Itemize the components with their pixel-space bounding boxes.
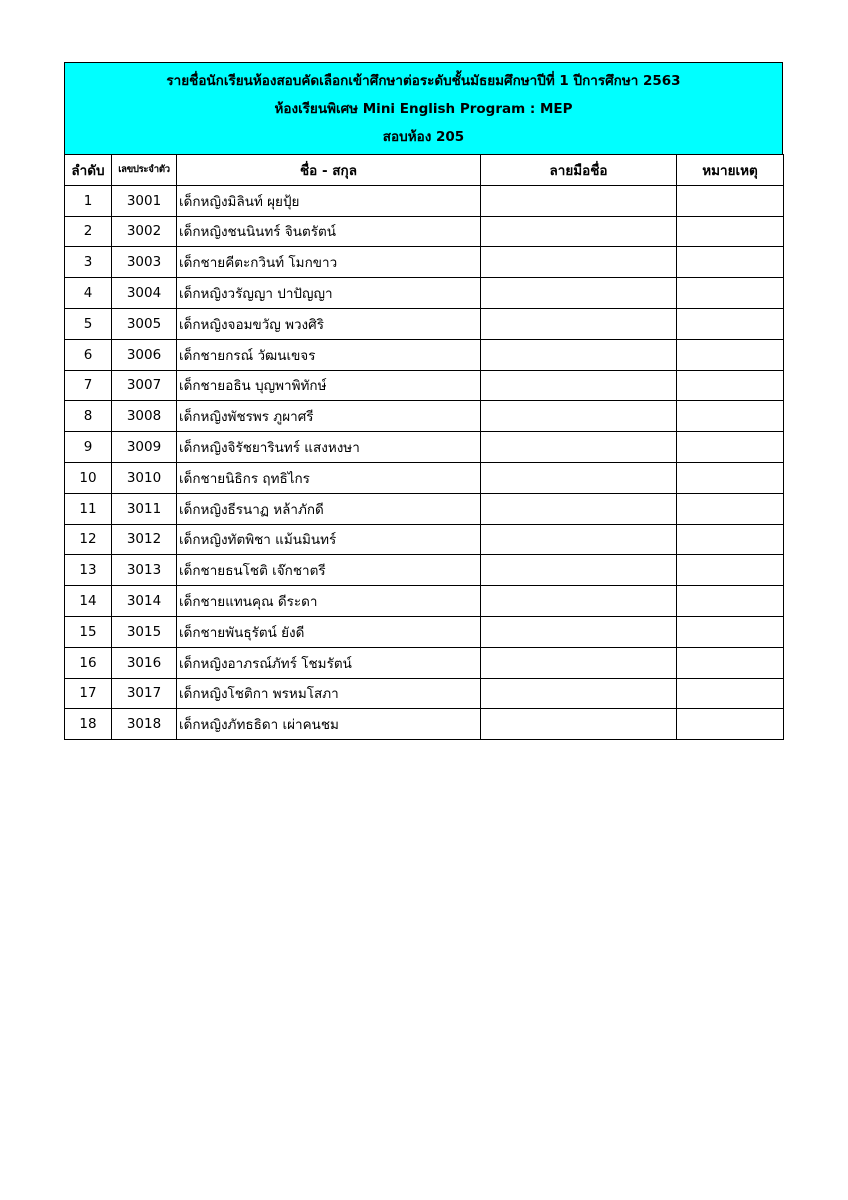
col-header-signature: ลายมือชื่อ <box>481 155 677 186</box>
cell-name: เด็กหญิงทัตพิชา แม้นมินทร์ <box>177 524 481 555</box>
table-row <box>65 555 784 586</box>
col-header-order: ลำดับ <box>65 155 112 186</box>
cell-id: 3012 <box>112 524 177 555</box>
cell-id: 3017 <box>112 678 177 709</box>
cell-remark <box>677 308 784 339</box>
cell-remark <box>677 709 784 740</box>
student-list-sheet <box>64 62 783 740</box>
cell-name: เด็กชายแทนคุณ ดีระดา <box>177 586 481 617</box>
cell-remark <box>677 524 784 555</box>
table-row <box>65 401 784 432</box>
cell-signature <box>481 647 677 678</box>
cell-name: เด็กชายพันธุรัตน์ ยังดี <box>177 616 481 647</box>
header-program: ห้องเรียนพิเศษ Mini English Program : MEP <box>274 101 573 117</box>
cell-name: เด็กชายกรณ์ วัฒนเขจร <box>177 339 481 370</box>
cell-order: 17 <box>65 678 112 709</box>
header-title: รายชื่อนักเรียนห้องสอบคัดเลือกเข้าศึกษาต่อระดับชั้นมัธยมศึกษาปีที่ 1 ปีการศึกษา 2563 <box>166 73 681 89</box>
cell-name: เด็กหญิงมิลินท์ ผุยปุ้ย <box>177 185 481 216</box>
cell-signature <box>481 586 677 617</box>
cell-order: 10 <box>65 462 112 493</box>
cell-id: 3011 <box>112 493 177 524</box>
table-row <box>65 185 784 216</box>
cell-name: เด็กชายธนโชติ เจ๊กชาตรี <box>177 555 481 586</box>
table-row <box>65 370 784 401</box>
cell-signature <box>481 462 677 493</box>
cell-signature <box>481 616 677 647</box>
cell-remark <box>677 401 784 432</box>
cell-id: 3008 <box>112 401 177 432</box>
cell-signature <box>481 278 677 309</box>
cell-order: 2 <box>65 216 112 247</box>
cell-order: 15 <box>65 616 112 647</box>
col-header-name: ชื่อ - สกุล <box>177 155 481 186</box>
cell-name: เด็กหญิงจิรัชยารินทร์ แสงหงษา <box>177 432 481 463</box>
cell-signature <box>481 185 677 216</box>
cell-name: เด็กชายคีตะกวินท์ โมกขาว <box>177 247 481 278</box>
cell-order: 14 <box>65 586 112 617</box>
cell-id: 3006 <box>112 339 177 370</box>
table-row <box>65 709 784 740</box>
cell-remark <box>677 586 784 617</box>
cell-remark <box>677 555 784 586</box>
table-row <box>65 462 784 493</box>
table-row <box>65 586 784 617</box>
cell-order: 7 <box>65 370 112 401</box>
table-header-row <box>65 155 784 186</box>
cell-signature <box>481 432 677 463</box>
table-row <box>65 247 784 278</box>
cell-order: 6 <box>65 339 112 370</box>
cell-name: เด็กหญิงธีรนาฏ หล้าภักดี <box>177 493 481 524</box>
cell-id: 3007 <box>112 370 177 401</box>
cell-name: เด็กชายนิธิกร ฤทธิไกร <box>177 462 481 493</box>
cell-id: 3013 <box>112 555 177 586</box>
cell-remark <box>677 678 784 709</box>
cell-signature <box>481 339 677 370</box>
cell-signature <box>481 555 677 586</box>
cell-order: 4 <box>65 278 112 309</box>
cell-remark <box>677 278 784 309</box>
table-row <box>65 432 784 463</box>
cell-order: 11 <box>65 493 112 524</box>
cell-id: 3002 <box>112 216 177 247</box>
cell-id: 3003 <box>112 247 177 278</box>
cell-signature <box>481 308 677 339</box>
table-row <box>65 493 784 524</box>
cell-id: 3005 <box>112 308 177 339</box>
cell-name: เด็กหญิงโชติกา พรหมโสภา <box>177 678 481 709</box>
table-row <box>65 216 784 247</box>
cell-remark <box>677 339 784 370</box>
cell-id: 3009 <box>112 432 177 463</box>
cell-remark <box>677 647 784 678</box>
header-room: สอบห้อง 205 <box>382 129 465 145</box>
cell-order: 3 <box>65 247 112 278</box>
cell-remark <box>677 370 784 401</box>
col-header-remark: หมายเหตุ <box>677 155 784 186</box>
cell-remark <box>677 185 784 216</box>
table-row <box>65 616 784 647</box>
col-header-id: เลขประจำตัว <box>112 155 177 186</box>
cell-signature <box>481 370 677 401</box>
cell-id: 3004 <box>112 278 177 309</box>
cell-remark <box>677 432 784 463</box>
table-row <box>65 278 784 309</box>
cell-name: เด็กหญิงจอมขวัญ พวงศิริ <box>177 308 481 339</box>
cell-order: 16 <box>65 647 112 678</box>
cell-name: เด็กชายอธิน บุญพาพิทักษ์ <box>177 370 481 401</box>
cell-remark <box>677 247 784 278</box>
cell-remark <box>677 462 784 493</box>
cell-name: เด็กหญิงอาภรณ์ภัทร์ โชมรัตน์ <box>177 647 481 678</box>
cell-order: 18 <box>65 709 112 740</box>
table-row <box>65 524 784 555</box>
table-row <box>65 678 784 709</box>
cell-order: 1 <box>65 185 112 216</box>
cell-order: 8 <box>65 401 112 432</box>
cell-id: 3001 <box>112 185 177 216</box>
table-row <box>65 308 784 339</box>
cell-name: เด็กหญิงชนนินทร์ จินตรัตน์ <box>177 216 481 247</box>
cell-order: 13 <box>65 555 112 586</box>
cell-signature <box>481 493 677 524</box>
cell-signature <box>481 216 677 247</box>
table-row <box>65 647 784 678</box>
cell-remark <box>677 616 784 647</box>
cell-id: 3018 <box>112 709 177 740</box>
cell-order: 9 <box>65 432 112 463</box>
cell-remark <box>677 493 784 524</box>
cell-signature <box>481 524 677 555</box>
cell-signature <box>481 678 677 709</box>
cell-id: 3010 <box>112 462 177 493</box>
student-table <box>64 154 784 740</box>
sheet-header <box>64 62 783 154</box>
cell-signature <box>481 401 677 432</box>
cell-order: 5 <box>65 308 112 339</box>
cell-remark <box>677 216 784 247</box>
cell-id: 3015 <box>112 616 177 647</box>
cell-signature <box>481 709 677 740</box>
cell-name: เด็กหญิงวรัญญา ปาปัญญา <box>177 278 481 309</box>
cell-id: 3014 <box>112 586 177 617</box>
cell-order: 12 <box>65 524 112 555</box>
cell-name: เด็กหญิงภัทธธิดา เผ่าคนชม <box>177 709 481 740</box>
cell-id: 3016 <box>112 647 177 678</box>
cell-name: เด็กหญิงพัชรพร ภูผาศรี <box>177 401 481 432</box>
cell-signature <box>481 247 677 278</box>
table-row <box>65 339 784 370</box>
